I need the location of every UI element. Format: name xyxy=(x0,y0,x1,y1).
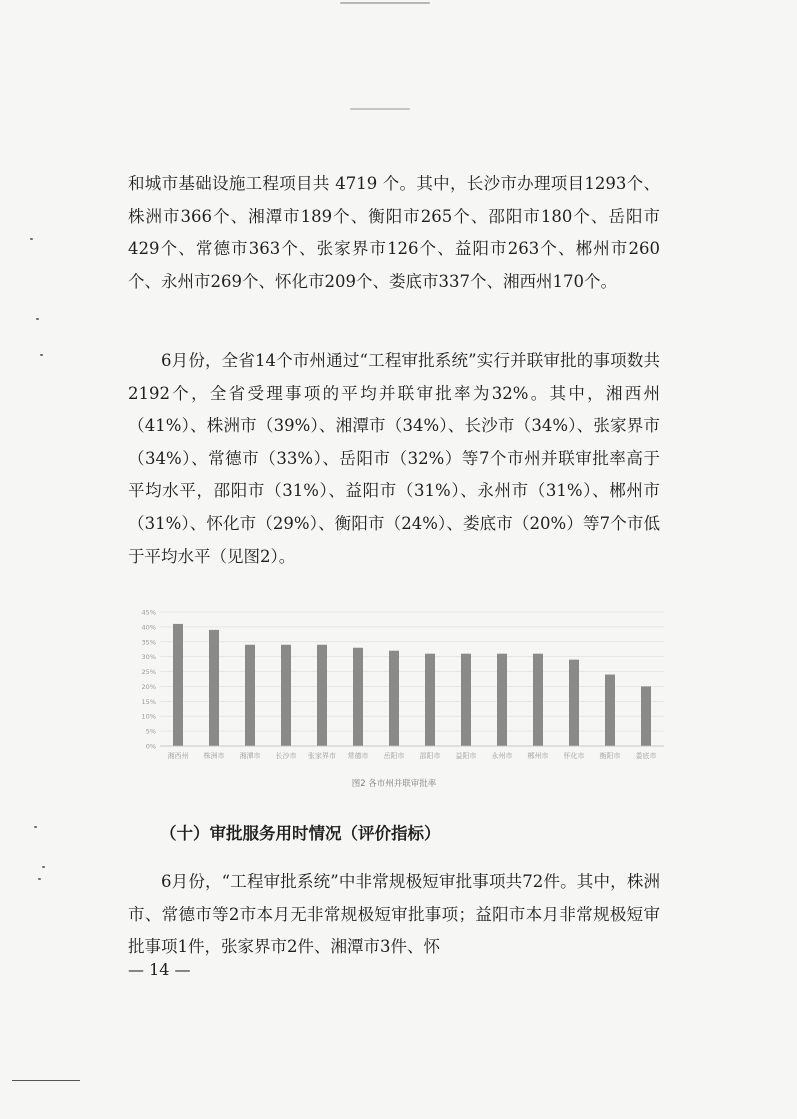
x-tick-label: 益阳市 xyxy=(455,752,477,760)
x-tick-label: 永州市 xyxy=(491,752,513,760)
y-tick-label: 15% xyxy=(141,697,156,706)
x-tick-label: 湘西州 xyxy=(167,752,189,760)
parallel-approval-rate-chart xyxy=(132,604,670,804)
bar xyxy=(353,648,363,746)
bar-chart-svg xyxy=(132,604,670,804)
y-tick-label: 25% xyxy=(141,668,156,677)
section-heading: （十）审批服务用时情况（评价指标） xyxy=(160,824,441,843)
x-tick-label: 株洲市 xyxy=(203,752,225,760)
scan-artifact-left xyxy=(42,866,45,868)
bar xyxy=(569,660,579,746)
y-tick-label: 35% xyxy=(141,638,156,647)
bar xyxy=(425,654,435,746)
bar xyxy=(317,645,327,746)
scan-artifact-left xyxy=(34,826,37,828)
y-tick-label: 5% xyxy=(145,727,156,736)
scan-artifact-left xyxy=(38,878,41,880)
body-paragraph-parallel-approval: 6月份，全省14个市州通过“工程审批系统”实行并联审批的事项数共2192个，全省受理事项的平均并联审批率为32%。其中，湘西州（41%）、株洲市（39%）、湘潭市（34%）、长沙市（34%）、张家界市（34%）、常德市（33%）、岳阳市（32%）等7个市州并联审批率高于平均水平，邵阳市（31%）、益阳市（31%）、永州市（31%）、郴州市（31%）、怀化市（29%）、衡阳市（24%）、娄底市（20%）等7个市低于平均水平（见图2）。 xyxy=(128,351,660,566)
y-tick-label: 10% xyxy=(141,712,156,721)
bar xyxy=(173,624,183,746)
x-tick-label: 怀化市 xyxy=(563,752,585,760)
page-number: — 14 — xyxy=(128,960,191,979)
x-tick-label: 娄底市 xyxy=(635,752,657,760)
bar xyxy=(605,675,615,746)
x-tick-label: 衡阳市 xyxy=(599,752,621,760)
bar xyxy=(533,654,543,746)
x-tick-label: 常德市 xyxy=(347,752,369,760)
body-paragraph-project-counts: 和城市基础设施工程项目共 4719 个。其中，长沙市办理项目1293个、株洲市366个、湘潭市189个、衡阳市265个、邵阳市180个、岳阳市429个、常德市363个、张家界市126个、益阳市263个、郴州市260个、永州市269个、怀化市209个、娄底市337个、湘西州170个。 xyxy=(128,174,660,291)
scan-artifact-left xyxy=(40,354,43,356)
scan-artifact-left xyxy=(36,318,39,320)
bar xyxy=(245,645,255,746)
footer-rule xyxy=(12,1080,80,1081)
x-tick-label: 郴州市 xyxy=(527,752,549,760)
chart-title: 图2 各市州并联审批率 xyxy=(351,779,437,789)
y-tick-label: 0% xyxy=(145,742,156,751)
bar xyxy=(497,654,507,746)
scan-artifact-top xyxy=(350,108,410,110)
bar xyxy=(281,645,291,746)
y-tick-label: 40% xyxy=(141,623,156,632)
x-tick-label: 长沙市 xyxy=(275,752,297,760)
scan-artifact-left xyxy=(30,238,33,240)
x-tick-label: 张家界市 xyxy=(308,752,336,760)
bar xyxy=(389,651,399,746)
x-tick-label: 邵阳市 xyxy=(419,752,441,760)
bar xyxy=(461,654,471,746)
x-tick-label: 湘潭市 xyxy=(239,752,261,760)
x-tick-label: 岳阳市 xyxy=(383,752,405,760)
y-tick-label: 30% xyxy=(141,653,156,662)
y-tick-label: 45% xyxy=(141,608,156,617)
bar xyxy=(641,686,651,746)
y-tick-label: 20% xyxy=(141,682,156,691)
body-paragraph-approval-time: 6月份，“工程审批系统”中非常规极短审批事项共72件。其中，株洲市、常德市等2市本月无非常规极短审批事项；益阳市本月非常规极短审批事项1件，张家界市2件、湘潭市3件、怀 xyxy=(128,872,660,957)
scan-artifact-top xyxy=(340,2,430,4)
bar xyxy=(209,630,219,746)
